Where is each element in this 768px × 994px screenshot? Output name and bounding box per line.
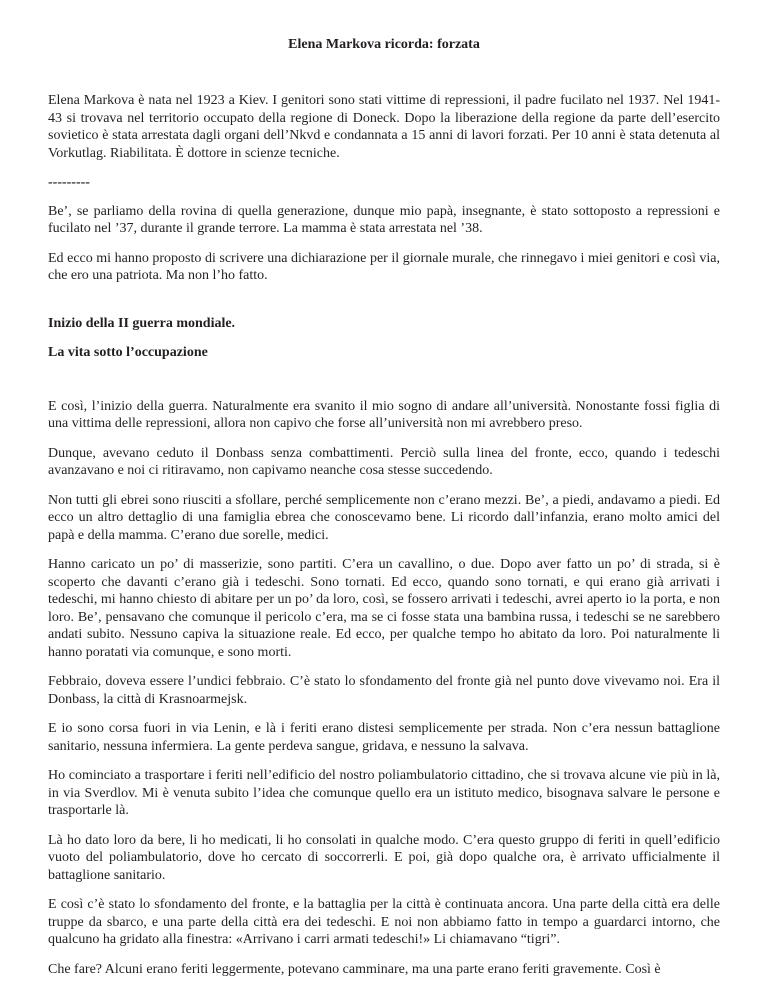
body-paragraph: Là ho dato loro da bere, li ho medicati, li ho consolati in qualche modo. C’era questo gruppo di feriti in quell’edificio vuoto del poliambulatorio, dove ho cercato di soccorrerli. E poi, già dopo qualche ora, è arrivato ufficialmente il battaglione sanitario. [48, 832, 720, 883]
document-title: Elena Markova ricorda: forzata [288, 37, 480, 52]
separator-line: --------- [48, 175, 90, 190]
body-paragraph: Hanno caricato un po’ di masserizie, sono partiti. C’era un cavallino, o due. Dopo aver fatto un po’ di strada, si è scoperto che davanti c’erano già i tedeschi. Sono tornati. Ed ecco, quando sono tornati, e qui erano già arrivati i tedeschi, mi hanno chiesto di abitare per un po’ da loro, così, se fossero arrivati i tedeschi, avrei aperto io la porta, e non loro. Be’, pensavano che comunque il pericolo c’era, ma se ci fosse stata una bambina russa, i tedeschi se ne sarebbero andati subito. Nessuno capiva la situazione reale. Ed ecco, per qualche tempo ho abitato da loro. Poi naturalmente li hanno poratati via comunque, e sono morti. [48, 557, 720, 660]
section-heading-occupation: La vita sotto l’occupazione [48, 345, 208, 360]
body-paragraph: Non tutti gli ebrei sono riusciti a sfollare, perché semplicemente non c’erano mezzi. Be’, a piedi, andavamo a piedi. Ed ecco un altro dettaglio di una famiglia ebrea che conoscevamo bene. Li ricordo dall’infanzia, erano molto amici del papà e della mamma. C’erano due sorelle, medici. [48, 492, 720, 543]
spacer [48, 297, 720, 315]
body-paragraph: Ed ecco mi hanno proposto di scrivere una dichiarazione per il giornale murale, che rinnegavo i miei genitori e così via, che ero una patriota. Ma non l’ho fatto. [48, 250, 720, 283]
body-paragraph: Che fare? Alcuni erano feriti leggermente, potevano camminare, ma una parte erano feriti gravemente. Così è [48, 961, 661, 977]
body-paragraph: E così, l’inizio della guerra. Naturalmente era svanito il mio sogno di andare all’università. Nonostante fossi figlia di una vittima delle repressioni, allora non capivo che forse all’università non mi avrebbero preso. [48, 398, 720, 431]
body-paragraph: Be’, se parliamo della rovina di quella generazione, dunque mio papà, insegnante, è stato sottoposto a repressioni e fucilato nel ’37, durante il grande terrore. La mamma è stata arrestata nel ’38. [48, 203, 720, 236]
body-paragraph: Febbraio, doveva essere l’undici febbraio. C’è stato lo sfondamento del fronte già nel punto dove vivevamo noi. Era il Donbass, la città di Krasnoarmejsk. [48, 674, 720, 707]
section-heading-war: Inizio della II guerra mondiale. [48, 315, 236, 331]
body-paragraph: Dunque, avevano ceduto il Donbass senza combattimenti. Perciò sulla linea del fronte, ecco, quando i tedeschi avanzavano e noi ci ritiravamo, non capivamo neanche cosa stesse succedendo. [48, 445, 720, 478]
body-paragraph: Ho cominciato a trasportare i feriti nell’edificio del nostro poliambulatorio cittadino, che si trovava alcune vie più in là, in via Sverdlov. Mi è venuta subito l’idea che comunque quello era un istituto medico, bisognava salvare le persone e trasportarle là. [48, 768, 720, 818]
spacer [48, 374, 720, 398]
body-paragraph: E così c’è stato lo sfondamento del fronte, e la battaglia per la città è continuata ancora. Una parte della città era delle truppe da sbarco, e una parte della città era dei tedeschi. E noi non abbiamo fatto in tempo a guardarci intorno, che qualcuno ha gridato alla finestra: «Arrivano i carri armati tedeschi!» Li chiamavano “tigri”. [48, 897, 720, 947]
intro-paragraph: Elena Markova è nata nel 1923 a Kiev. I genitori sono stati vittime di repressioni, il padre fucilato nel 1937. Nel 1941-43 si trovava nel territorio occupato della regione di Doneck. Dopo la liberazione della regione da parte dell’esercito sovietico è stata arrestata dagli organi dell’Nkvd e condannata a 15 anni di lavori forzati. Per 10 anni è stata detenuta al Vorkutlag. Riabilitata. È dottore in scienze tecniche. [48, 93, 720, 161]
body-paragraph: E io sono corsa fuori in via Lenin, e là i feriti erano distesi semplicemente per strada. Non c’era nessun battaglione sanitario, nessuna infermiera. La gente perdeva sangue, gridava, e nessuno la salvava. [48, 721, 720, 754]
document-body [48, 92, 720, 990]
